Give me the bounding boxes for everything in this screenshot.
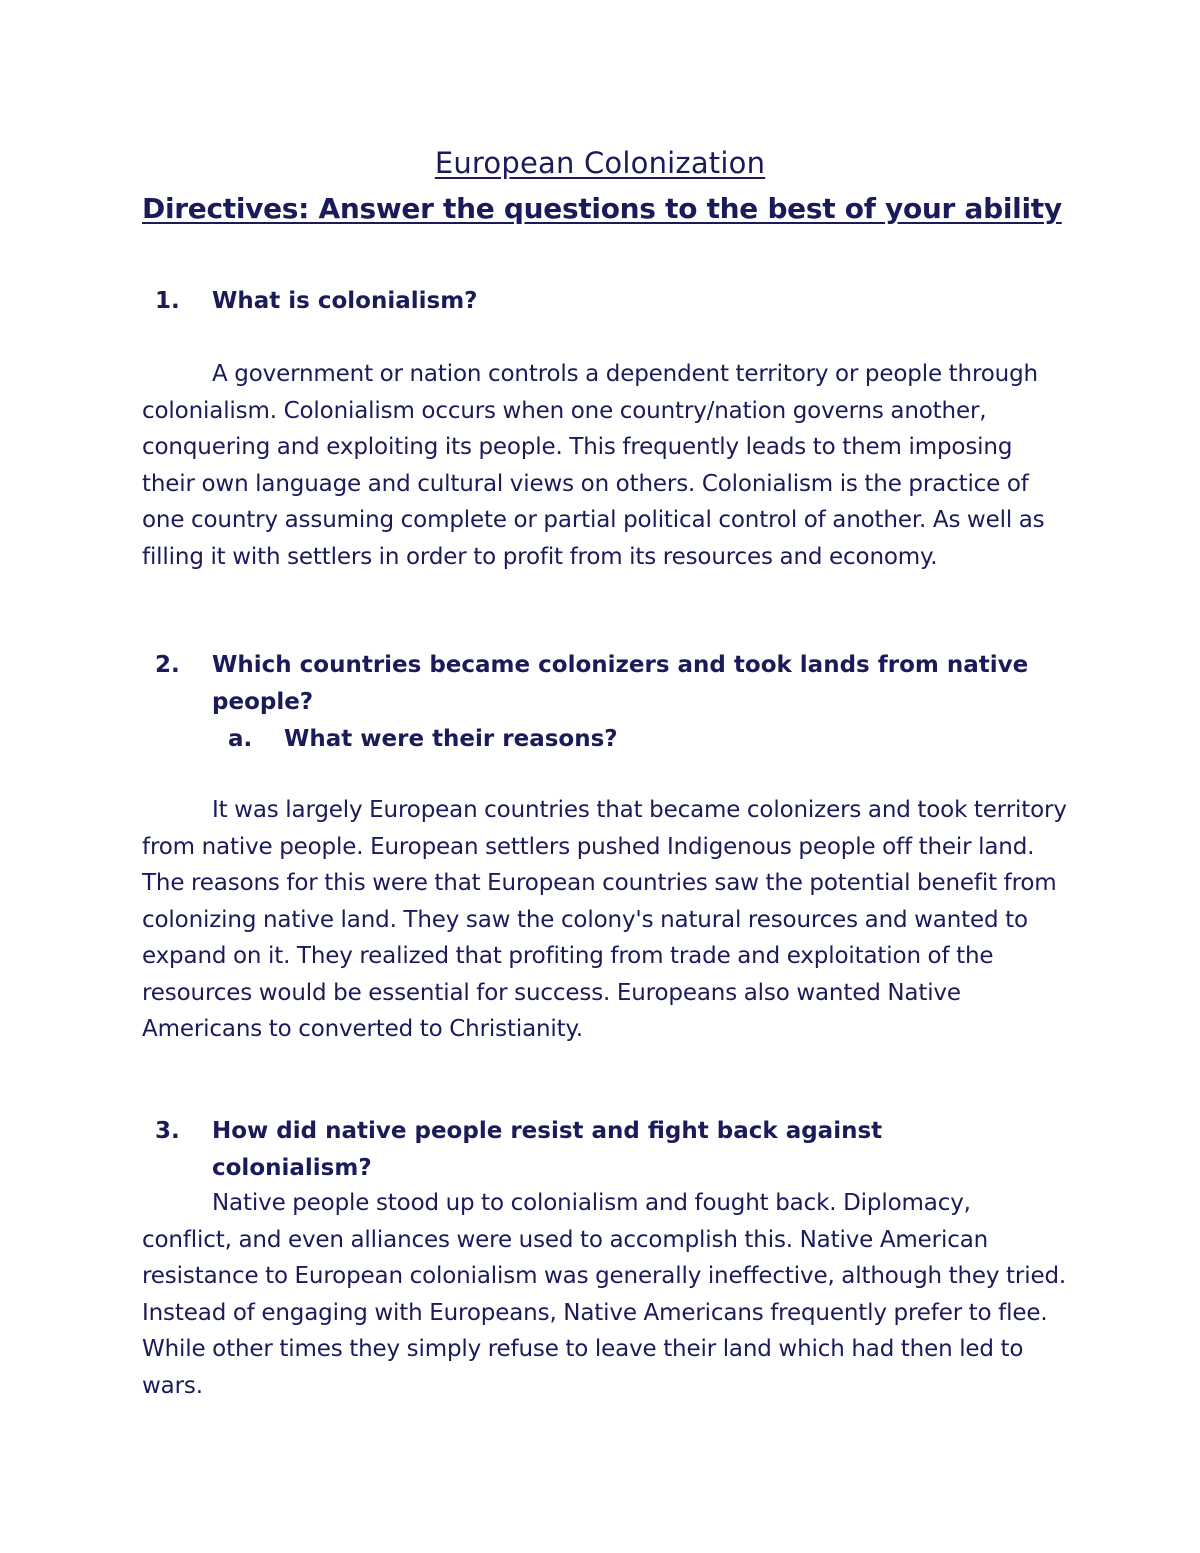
document-title: European Colonization (434, 146, 766, 180)
sub-question-text: What were their reasons? (284, 726, 618, 752)
question-text: How did native people resist and fight back against colonialism? (212, 1118, 883, 1181)
question-number: 1. (155, 288, 180, 314)
directives-heading: Directives: Answer the questions to the best of your ability (142, 192, 1062, 225)
answer-1: A government or nation controls a dependent territory or people through colonialism. Colonialism occurs when one country/nation governs another, conquering and exploiting its people. This frequently leads to them imposing their own language and cultural views on others. Colonialism is the practice of one country assuming complete or partial political control of another. As well as filling it with settlers in order to profit from its resources and economy. (142, 361, 1045, 570)
sub-question-letter: a. (228, 726, 253, 752)
sub-question-2a (228, 721, 1028, 758)
question-text: What is colonialism? (212, 288, 478, 314)
question-3 (155, 1113, 1055, 1187)
question-text: Which countries became colonizers and took lands from native people? (212, 652, 1029, 715)
question-number: 3. (155, 1118, 180, 1144)
question-number: 2. (155, 652, 180, 678)
answer-2: It was largely European countries that became colonizers and took territory from native people. European settlers pushed Indigenous people off their land. The reasons for this were that European countries saw the potential benefit from colonizing native land. They saw the colony's natural resources and wanted to expand on it. They realized that profiting from trade and exploitation of the resources would be essential for success. Europeans also wanted Native Americans to converted to Christianity. (142, 797, 1067, 1042)
question-2 (155, 647, 1055, 721)
question-1 (155, 283, 1055, 320)
answer-3: Native people stood up to colonialism and fought back. Diplomacy, conflict, and even alliances were used to accomplish this. Native American resistance to European colonialism was generally ineffective, although they tried. Instead of engaging with Europeans, Native Americans frequently prefer to flee. While other times they simply refuse to leave their land which had then led to wars. (142, 1190, 1067, 1399)
